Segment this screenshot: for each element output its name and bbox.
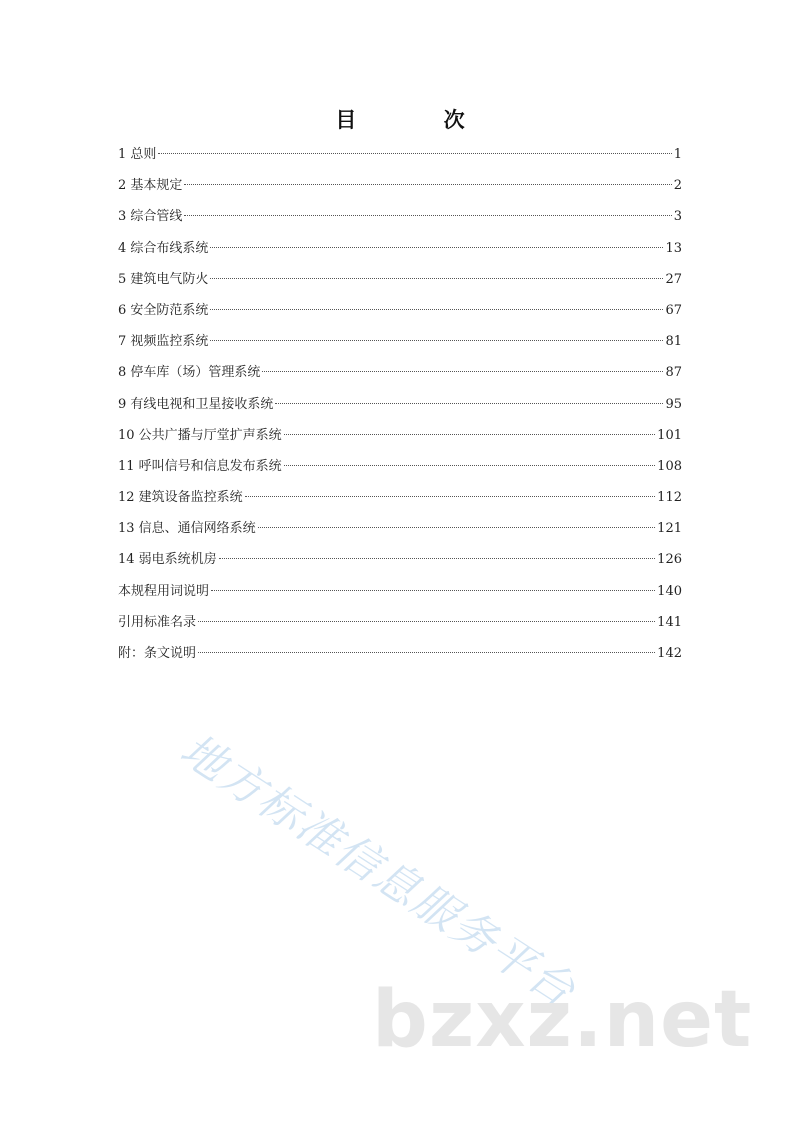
toc-entry-label: 1 总则: [118, 147, 157, 162]
toc-entry-label: 2 基本规定: [118, 178, 183, 194]
toc-entry-label: 12 建筑设备监控系统: [118, 490, 243, 506]
toc-dot-leader: [158, 153, 671, 154]
toc-list: [118, 144, 682, 674]
toc-entry: [118, 362, 682, 393]
toc-entry-label: 附：条文说明: [118, 646, 197, 661]
toc-entry-label: 6 安全防范系统: [118, 302, 209, 318]
watermark-cn: 地方标准信息服务平台: [171, 724, 585, 1018]
toc-entry: [118, 300, 682, 331]
toc-entry-label: 13 信息、通信网络系统: [118, 521, 256, 537]
toc-entry: [118, 643, 682, 674]
toc-dot-leader: [210, 247, 663, 248]
toc-dot-leader: [198, 621, 655, 622]
toc-entry: [118, 549, 682, 580]
toc-entry-page-number: 81: [665, 334, 682, 350]
toc-entry-label: 5 建筑电气防火: [118, 271, 209, 287]
toc-dot-leader: [210, 278, 663, 279]
toc-entry-label: 9 有线电视和卫星接收系统: [118, 396, 274, 412]
toc-dot-leader: [284, 434, 655, 435]
toc-entry-page-number: 2: [673, 178, 682, 194]
toc-entry: [118, 238, 682, 269]
toc-entry-page-number: 126: [657, 552, 682, 568]
toc-dot-leader: [210, 340, 663, 341]
toc-entry: [118, 206, 682, 237]
toc-entry: [118, 175, 682, 206]
toc-entry-page-number: 95: [665, 396, 682, 412]
toc-entry: [118, 487, 682, 518]
toc-entry-page-number: 141: [657, 614, 682, 630]
toc-entry-label: 8 停车库（场）管理系统: [118, 365, 261, 381]
toc-entry: [118, 456, 682, 487]
toc-entry: [118, 144, 682, 175]
toc-entry-page-number: 112: [657, 490, 682, 506]
toc-entry-page-number: 121: [657, 521, 682, 537]
toc-dot-leader: [184, 215, 671, 216]
toc-dot-leader: [198, 652, 655, 653]
toc-dot-leader: [219, 558, 655, 559]
toc-entry-page-number: 27: [665, 271, 682, 287]
toc-entry: [118, 394, 682, 425]
toc-entry-page-number: 101: [657, 427, 682, 443]
toc-entry: [118, 518, 682, 549]
toc-entry-label: 引用标准名录: [118, 614, 197, 630]
toc-entry-page-number: 87: [665, 365, 682, 381]
toc-entry-page-number: 108: [657, 458, 682, 474]
toc-dot-leader: [210, 309, 663, 310]
toc-entry: [118, 269, 682, 300]
toc-entry-label: 14 弱电系统机房: [118, 552, 217, 568]
toc-entry: [118, 425, 682, 456]
toc-dot-leader: [245, 496, 655, 497]
toc-entry: [118, 331, 682, 362]
toc-entry-label: 3 综合管线: [118, 209, 183, 225]
toc-dot-leader: [211, 590, 655, 591]
toc-dot-leader: [262, 371, 663, 372]
toc-entry-label: 本规程用词说明: [118, 583, 210, 599]
toc-entry-page-number: 140: [657, 583, 682, 599]
toc-entry-label: 11 呼叫信号和信息发布系统: [118, 458, 282, 474]
toc-entry-page-number: 13: [665, 240, 682, 256]
toc-entry: [118, 612, 682, 643]
toc-dot-leader: [275, 403, 663, 404]
toc-entry-label: 7 视频监控系统: [118, 334, 209, 350]
toc-entry-page-number: 1: [673, 147, 682, 162]
toc-entry-page-number: 67: [665, 302, 682, 318]
watermark-en: bzxz.net: [372, 975, 753, 1065]
toc-dot-leader: [284, 465, 655, 466]
toc-entry-page-number: 142: [657, 646, 682, 661]
toc-dot-leader: [258, 527, 655, 528]
page-title: 目 次: [335, 108, 505, 132]
toc-entry-label: 4 综合布线系统: [118, 240, 209, 256]
toc-entry: [118, 581, 682, 612]
toc-entry-page-number: 3: [673, 209, 682, 225]
toc-dot-leader: [184, 184, 671, 185]
toc-entry-label: 10 公共广播与厅堂扩声系统: [118, 427, 282, 443]
